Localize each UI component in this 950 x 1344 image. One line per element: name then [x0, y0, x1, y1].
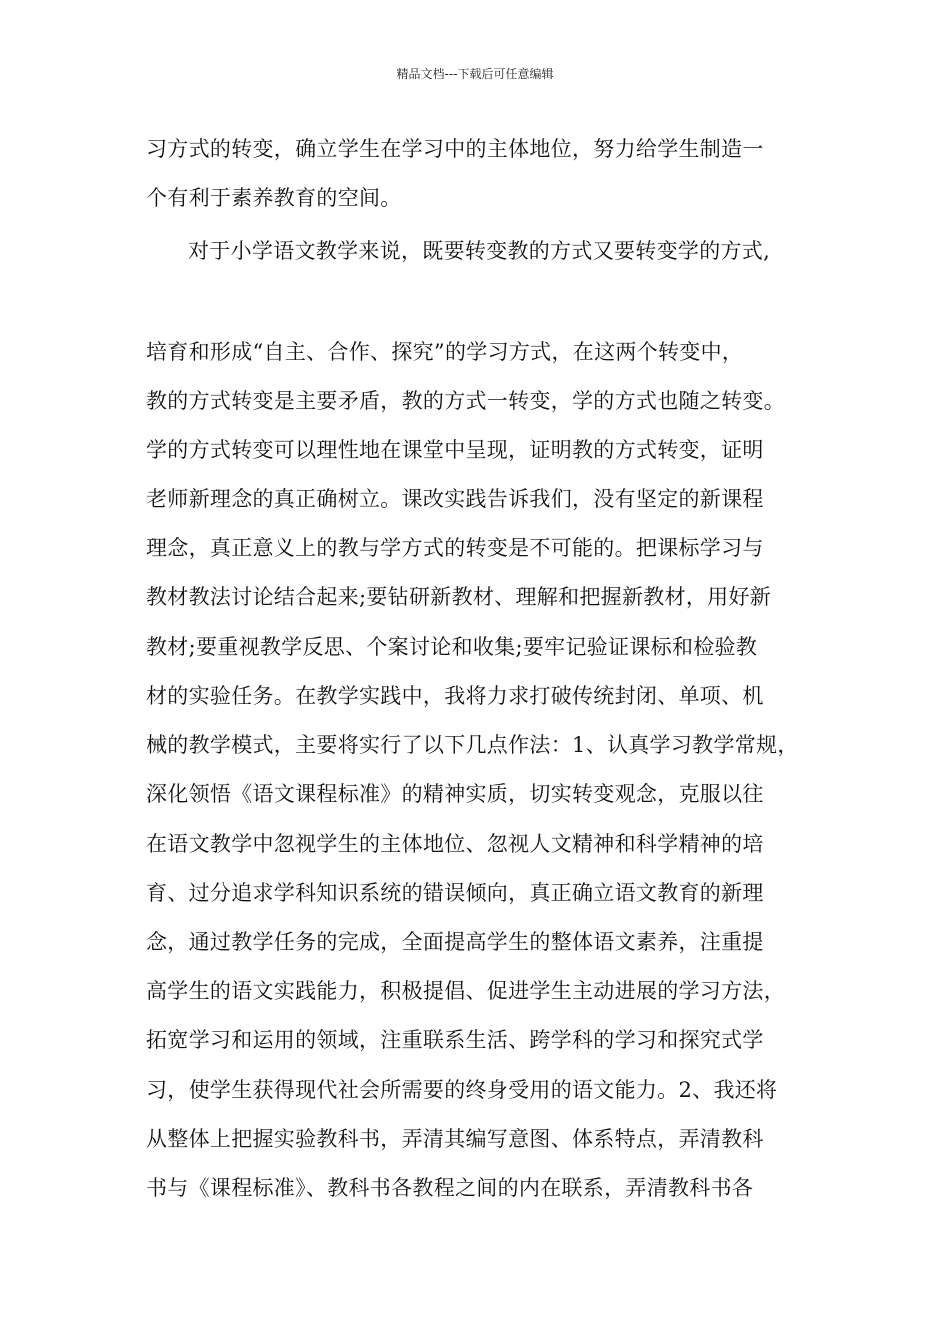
text-line-5: 教的方式转变是主要矛盾，教的方式一转变，学的方式也随之转变。 — [146, 389, 785, 413]
text-line-15: 育、过分追求学科知识系统的错误倾向，真正确立语文教育的新理 — [146, 881, 764, 905]
text-line-17: 高学生的语文实践能力，积极提倡、促进学生主动进展的学习方法， — [146, 979, 785, 1003]
text-line-7: 老师新理念的真正确树立。课改实践告诉我们，没有坚定的新课程 — [146, 487, 764, 511]
text-line-2: 个有利于素养教育的空间。 — [146, 186, 402, 210]
text-line-6: 学的方式转变可以理性地在课堂中呈现，证明教的方式转变，证明 — [146, 438, 764, 462]
text-line-19: 习，使学生获得现代社会所需要的终身受用的语文能力。2、我还将 — [146, 1078, 778, 1102]
text-line-16: 念，通过教学任务的完成，全面提高学生的整体语文素养，注重提 — [146, 930, 764, 954]
text-line-10: 教材;要重视教学反思、个案讨论和收集;要牢记验证课标和检验教 — [146, 635, 758, 659]
text-line-14: 在语文教学中忽视学生的主体地位、忽视人文精神和科学精神的培 — [146, 832, 764, 856]
text-line-4: 培育和形成“自主、合作、探究”的学习方式，在这两个转变中， — [146, 340, 744, 364]
text-line-9: 教材教法讨论结合起来;要钻研新教材、理解和把握新教材，用好新 — [146, 585, 772, 609]
text-line-13: 深化领悟《语文课程标准》的精神实质，切实转变观念，克服以往 — [146, 782, 764, 806]
text-line-18: 拓宽学习和运用的领域，注重联系生活、跨学科的学习和探究式学 — [146, 1028, 764, 1052]
text-line-11: 材的实验任务。在教学实践中，我将力求打破传统封闭、单项、机 — [146, 684, 764, 708]
text-line-21: 书与《课程标准》、教科书各教程之间的内在联系，弄清教科书各 — [146, 1176, 754, 1200]
text-line-3: 对于小学语文教学来说，既要转变教的方式又要转变学的方式, — [188, 239, 771, 263]
page-header: 精品文档---下载后可任意编辑 — [396, 67, 554, 81]
text-line-12: 械的教学模式，主要将实行了以下几点作法：1、认真学习教学常规， — [146, 733, 799, 757]
text-line-1: 习方式的转变，确立学生在学习中的主体地位，努力给学生制造一 — [146, 137, 764, 161]
text-line-8: 理念，真正意义上的教与学方式的转变是不可能的。把课标学习与 — [146, 536, 764, 560]
text-line-20: 从整体上把握实验教科书，弄清其编写意图、体系特点，弄清教科 — [146, 1127, 764, 1151]
